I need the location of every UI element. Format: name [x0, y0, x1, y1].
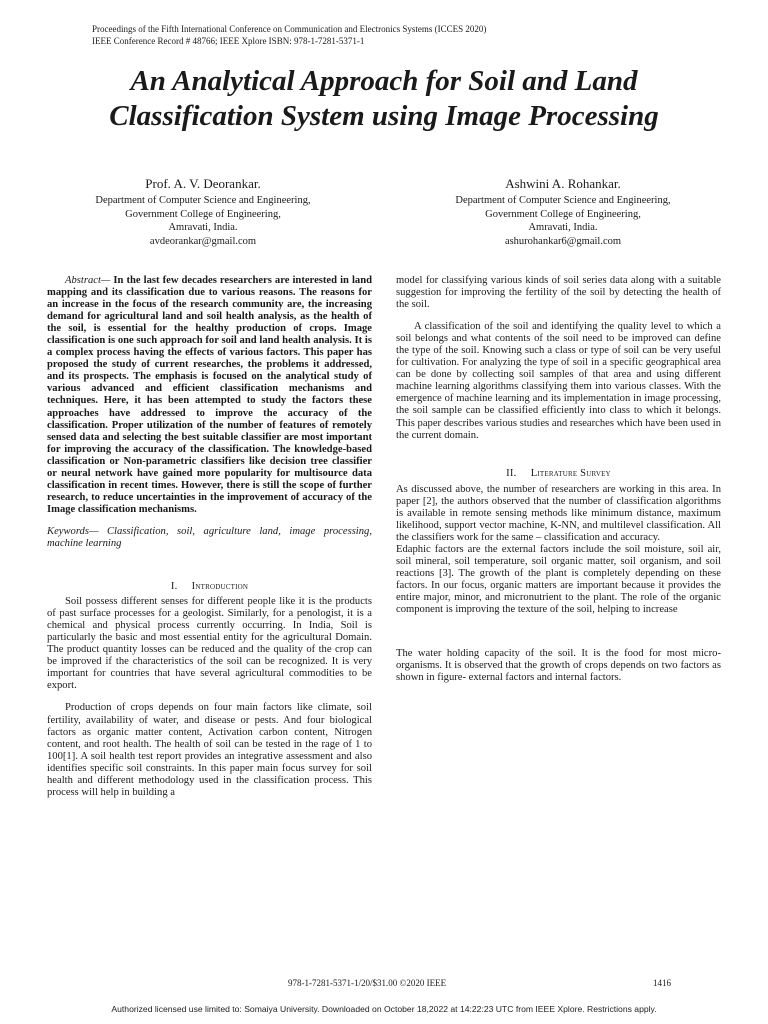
author-2-dept: Department of Computer Science and Engineering,: [455, 195, 671, 206]
conference-header: [92, 23, 486, 47]
intro-paragraph-2: Production of crops depends on four main factors like climate, soil fertility, availability of water, and disease or pests. And four biological factors as organic matter content, Activation carbon content, Nitrogen content, and root health. The health of soil can be tested in the rage of 1 to 100[1]. A soil health test report provides an integrative assessment and also identifies specific soil constraints. In this paper main focus survey for soil health and different methodology used in the classification process. This process will help in building a: [47, 702, 372, 798]
paper-title: [40, 64, 728, 134]
keywords: Keywords— Classification, soil, agriculture land, image processing, machine learning: [47, 525, 372, 549]
paper-title-line1: An Analytical Approach for Soil and Land: [130, 65, 638, 97]
conference-header-line1: Proceedings of the Fifth International Conference on Communication and Electronics Systems (ICCES 2020): [92, 24, 487, 34]
lit-paragraph-3: The water holding capacity of the soil. It is the food for most micro-organisms. It is observed that the growth of crops depends on two factors as shown in figure- external factors and internal factors.: [396, 648, 721, 684]
author-1-name: Prof. A. V. Deorankar.: [145, 176, 261, 191]
author-1-email[interactable]: avdeorankar@gmail.com: [149, 235, 257, 247]
license-notice: Authorized licensed use limited to: Somaiya University. Downloaded on October 18,2022 at 14:22:23 UTC from IEEE Xplore. Restrictions apply.: [111, 1004, 657, 1014]
lit-paragraph-1: As discussed above, the number of researchers are working in this area. In paper [2], the authors observed that the number of classification algorithms is available in remote sensing methods like minimum distance, maximum likelihood, support vector machine, K-NN, and multilevel classification. All the classifiers work for the same – classification and accuracy.: [396, 483, 721, 543]
author-1-college: Government College of Engineering,: [125, 208, 281, 220]
author-1-block: [33, 176, 373, 248]
abstract-lead: Abstract—: [65, 275, 111, 286]
section-num-introduction: I.: [170, 581, 178, 593]
abstract-text: In the last few decades researchers are interested in land mapping and its classification due to various reasons. The reasons for an increase in the focus of the research community are, the increasing demand for agricultural land and soil health analysis, as the health of the soil, is essential for the healthy production of crops. Image classification is one such approach for soil and land health analysis. It is a complex process having the effects of various factors. This paper has proposed the study of current researches, the problems it addressed, and its prospects. The emphasis is focused on the analytical study of various advanced and efficient classification mechanisms and techniques. Here, it has been attempted to study the factors these approaches have addressed to improve the accuracy of the classification. Proper utilization of the number of features of remotely sensed data and selecting the best suitable classifier are most important for improving the accuracy of the classification. The knowledge-based classification or Non-parametric classifiers like decision tree classifier or neural network have gained more popularity for multisource data classification in recent times. However, there is still the scope of further research, to reduce uncertainties in the improvement of accuracy of the Image classification mechanisms.: [47, 275, 372, 515]
conference-header-line2: IEEE Conference Record # 48766; IEEE Xplore ISBN: 978-1-7281-5371-1: [92, 36, 365, 46]
author-2-city: Amravati, India.: [528, 222, 598, 233]
author-2-college: Government College of Engineering,: [485, 208, 641, 220]
lit-paragraph-2: Edaphic factors are the external factors include the soil moisture, soil air, soil mineral, soil temperature, soil organic matter, soil organism, and soil reactions [3]. The growth of the plant is completely depending on these factors. In our focus, organic matters are important because it provides the entire major, minor, and micronutrient to the plant. The role of the organic component is improving the texture of the soil, helping to increase: [396, 543, 721, 616]
footer-isbn: 978-1-7281-5371-1/20/$31.00 ©2020 IEEE: [288, 978, 447, 988]
section-num-literature-survey: II.: [506, 467, 517, 479]
left-column: [47, 275, 372, 799]
abstract: [47, 275, 372, 516]
page-number: 1416: [653, 978, 671, 988]
section-title-introduction: Introduction: [191, 581, 249, 593]
intro-paragraph-3: model for classifying various kinds of soil series data along with a suitable suggestion for improving the fertility of the soil by detecting the health of the soil.: [396, 275, 721, 311]
section-title-literature-survey: Literature Survey: [530, 467, 611, 479]
section-heading-introduction: [47, 581, 372, 593]
intro-paragraph-4: A classification of the soil and identifying the quality level to which a soil belongs and what contents of the soil need to be improved can define the type of the soil. Knowing such a class or type of soil can be very useful for cultivation. For analyzing the type of soil in a specific geographical area can be done by collecting soil samples of that area and using different machine learning algorithms classifying them into various classes. With the emergence of machine learning and its implementation in image processing, the soil sample can be classified efficiently into class to which it belongs. This paper describes various studies and researches which have been used in the current domain.: [396, 321, 721, 441]
section-heading-literature-survey: [396, 468, 721, 480]
author-1-city: Amravati, India.: [168, 222, 238, 233]
right-column: [396, 275, 721, 684]
author-2-block: [393, 176, 733, 248]
intro-paragraph-1: Soil possess different senses for different people like it is the products of past surface processes for a geologist. Similarly, for a penologist, it is a chemical and physical process currently occurring. In India, Soil is particularly the basic and most essential entity for the agricultural Domain. The product quantity losses can be reduced and the quality of the crop can be improved if the characteristics of the soil can be recognized. It is very important for countries that have several agricultural commodities to be export.: [47, 596, 372, 692]
author-1-dept: Department of Computer Science and Engineering,: [95, 195, 311, 206]
paper-title-line2: Classification System using Image Processing: [109, 100, 659, 132]
author-2-name: Ashwini A. Rohankar.: [505, 176, 621, 191]
author-2-email[interactable]: ashurohankar6@gmail.com: [504, 235, 622, 247]
